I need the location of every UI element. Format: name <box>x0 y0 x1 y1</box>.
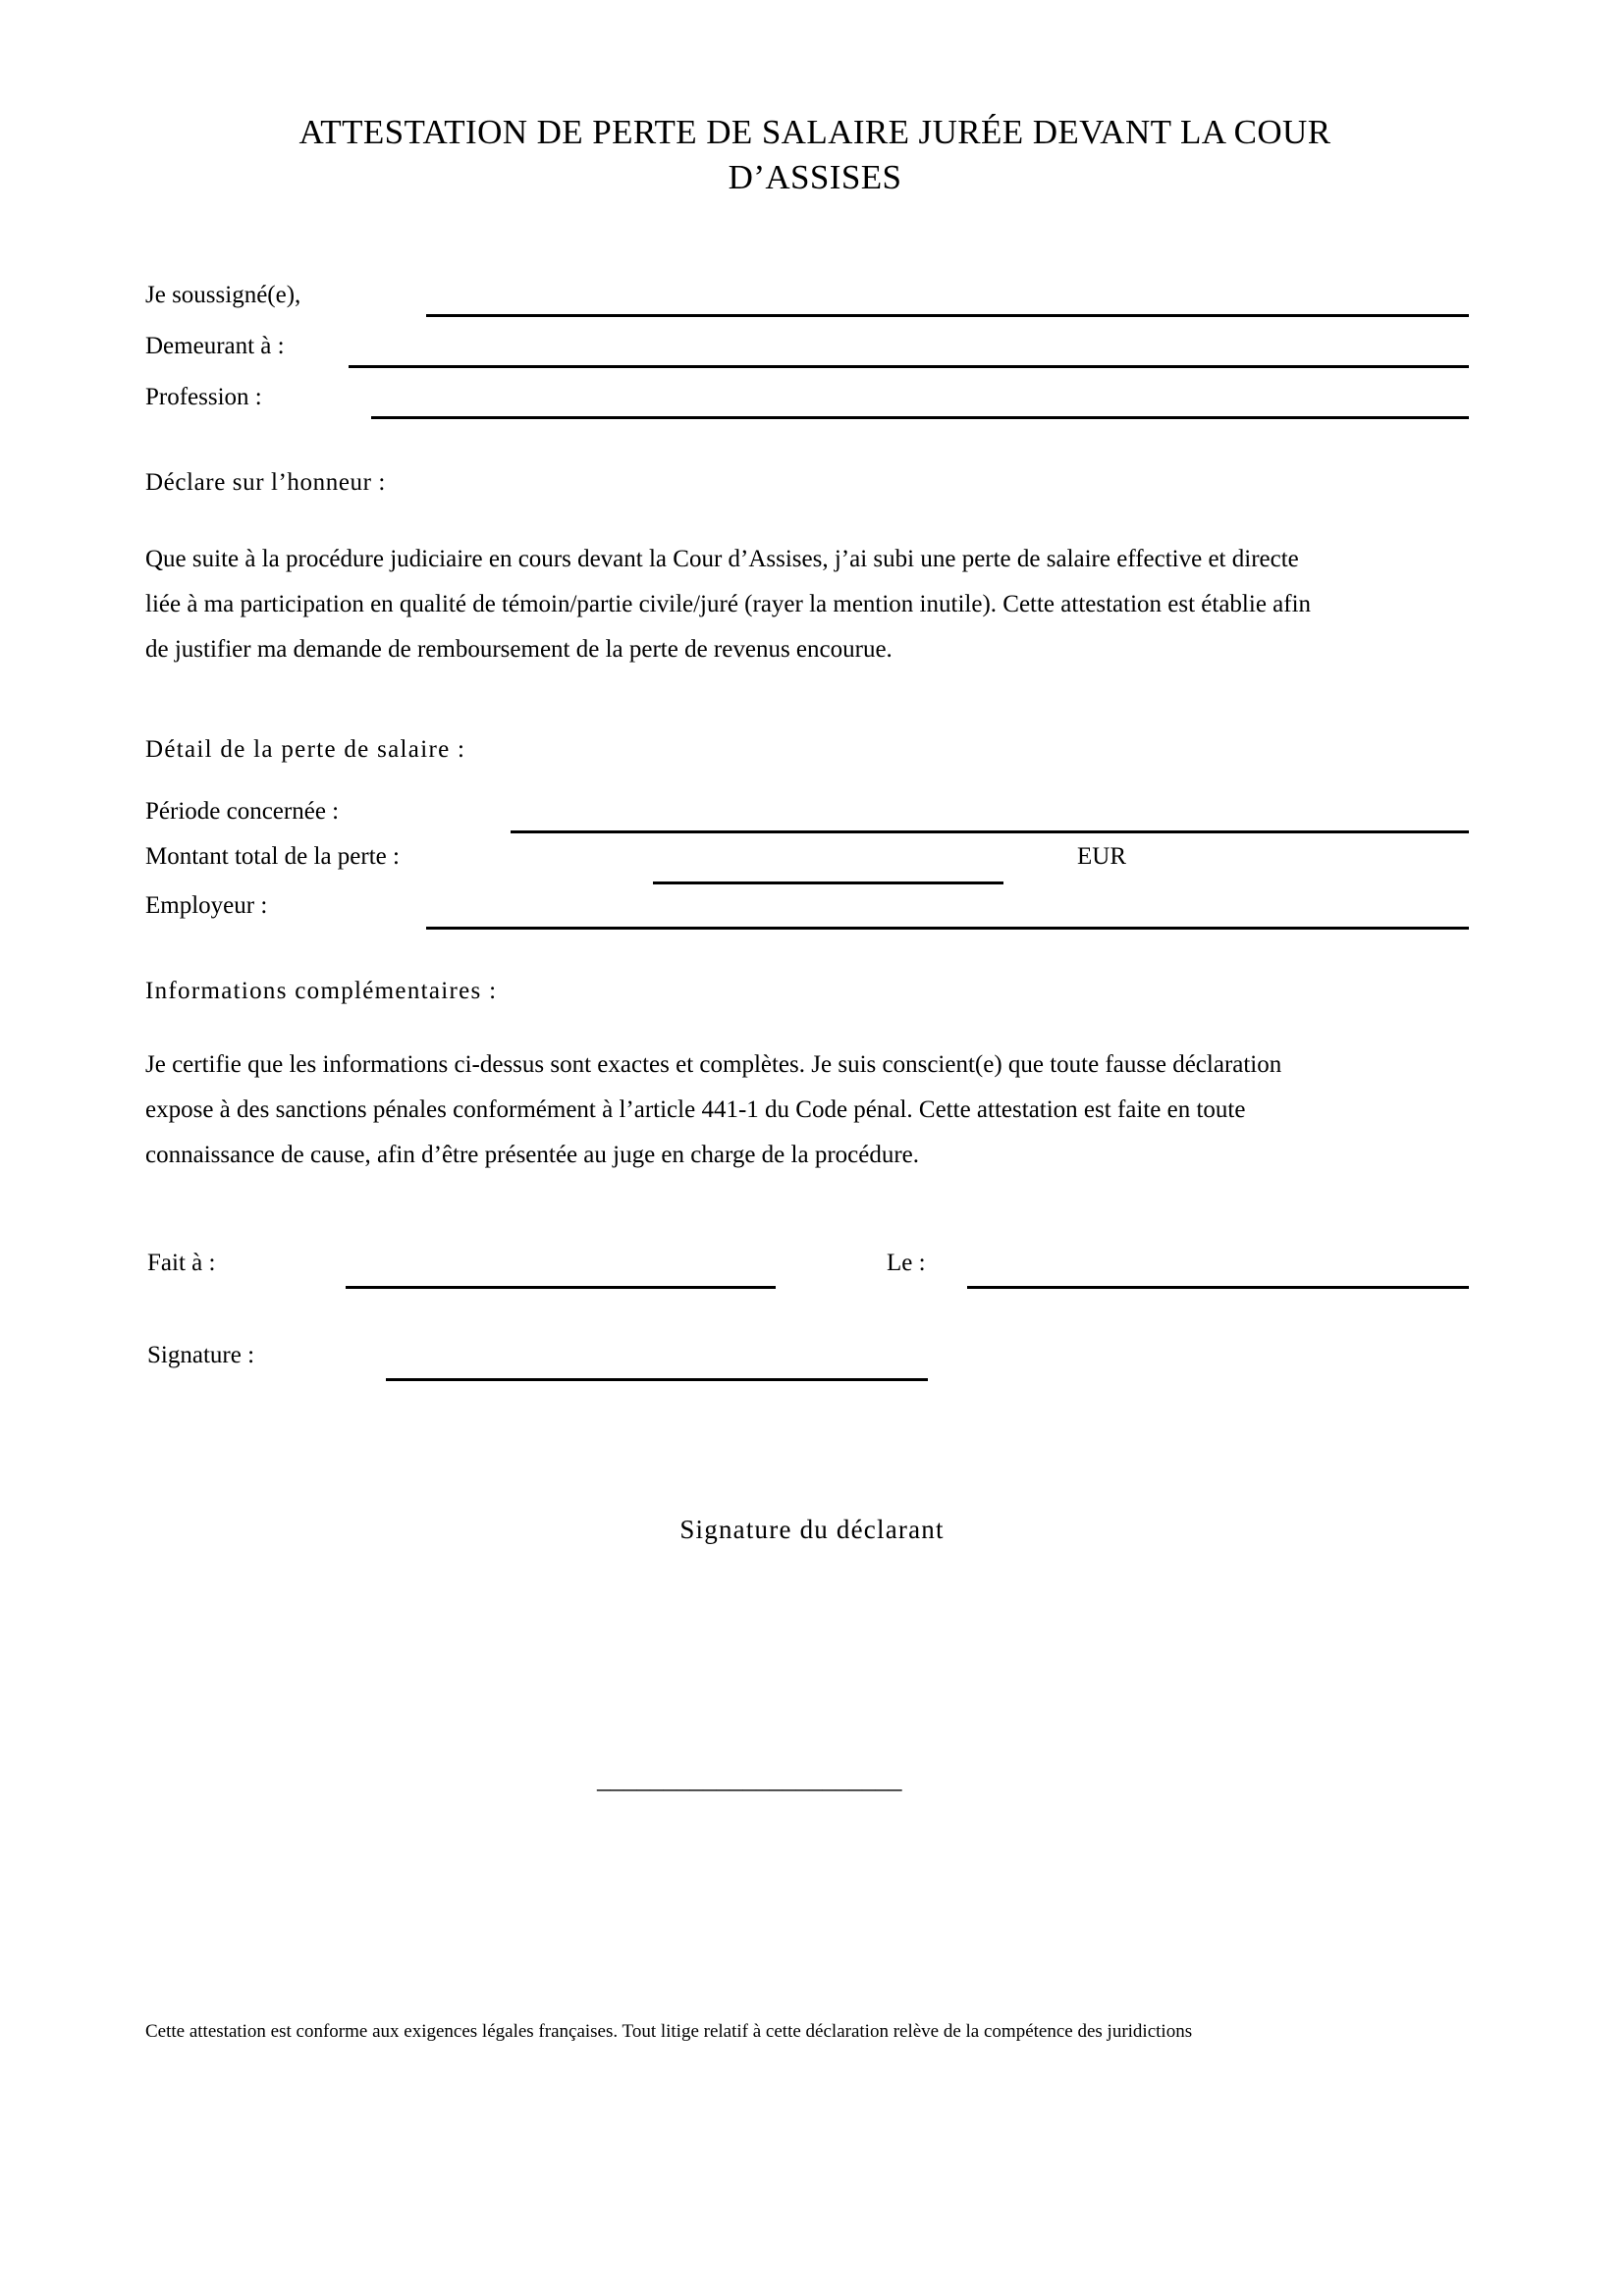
field-label-montant: Montant total de la perte : <box>145 843 400 870</box>
declaration-paragraph-line-3: de justifier ma demande de remboursement de la perte de revenus encourue. <box>145 636 893 663</box>
page-title <box>177 110 1453 200</box>
field-line-demeurant[interactable] <box>349 365 1469 368</box>
declaration-paragraph <box>145 537 1441 672</box>
field-line-employeur[interactable] <box>426 927 1469 930</box>
declaration-paragraph-line-2: liée à ma participation en qualité de témoin/partie civile/juré (rayer la mention inutile). Cette attestation est établie afin <box>145 591 1312 617</box>
field-label-demeurant: Demeurant à : <box>145 333 285 359</box>
field-label-fait-a: Fait à : <box>147 1250 216 1276</box>
additional-info-paragraph-line-2: expose à des sanctions pénales conformément à l’article 441-1 du Code pénal. Cette attestation est faite en toute <box>145 1096 1246 1123</box>
field-label-employeur: Employeur : <box>145 892 268 919</box>
signature-placeholder-rule: _______________________ <box>597 1764 902 1793</box>
additional-info-paragraph-line-1: Je certifie que les informations ci-dessus sont exactes et complètes. Je suis conscient(e) que toute fausse déclaration <box>145 1051 1282 1078</box>
field-label-soussigne: Je soussigné(e), <box>145 282 301 308</box>
field-suffix-currency: EUR <box>1077 843 1126 870</box>
field-line-soussigne[interactable] <box>426 314 1469 317</box>
field-label-profession: Profession : <box>145 384 262 410</box>
additional-info-paragraph-line-3: connaissance de cause, afin d’être présentée au juge en charge de la procédure. <box>145 1142 920 1168</box>
declaration-paragraph-line-1: Que suite à la procédure judiciaire en cours devant la Cour d’Assises, j’ai subi une perte de salaire effective et directe <box>145 546 1299 572</box>
field-label-signature: Signature : <box>147 1342 255 1368</box>
field-line-montant[interactable] <box>653 881 1003 884</box>
field-label-le: Le : <box>887 1250 926 1276</box>
page-title-line-2: D’ASSISES <box>728 158 902 197</box>
signature-caption: Signature du déclarant <box>679 1515 945 1544</box>
field-line-le[interactable] <box>967 1286 1469 1289</box>
footer-note: Cette attestation est conforme aux exigences légales françaises. Tout litige relatif à cette déclaration relève de la compétence des juridictions <box>145 2021 1193 2042</box>
field-line-profession[interactable] <box>371 416 1469 419</box>
loss-detail-heading: Détail de la perte de salaire : <box>145 736 466 763</box>
additional-info-heading: Informations complémentaires : <box>145 978 498 1004</box>
field-line-signature[interactable] <box>386 1378 928 1381</box>
field-line-periode[interactable] <box>511 830 1469 833</box>
declaration-heading: Déclare sur l’honneur : <box>145 469 386 496</box>
field-label-periode: Période concernée : <box>145 798 340 825</box>
additional-info-paragraph <box>145 1042 1441 1178</box>
field-line-fait-a[interactable] <box>346 1286 776 1289</box>
page-title-line-1: ATTESTATION DE PERTE DE SALAIRE JURÉE DEVANT LA COUR <box>298 113 1331 151</box>
